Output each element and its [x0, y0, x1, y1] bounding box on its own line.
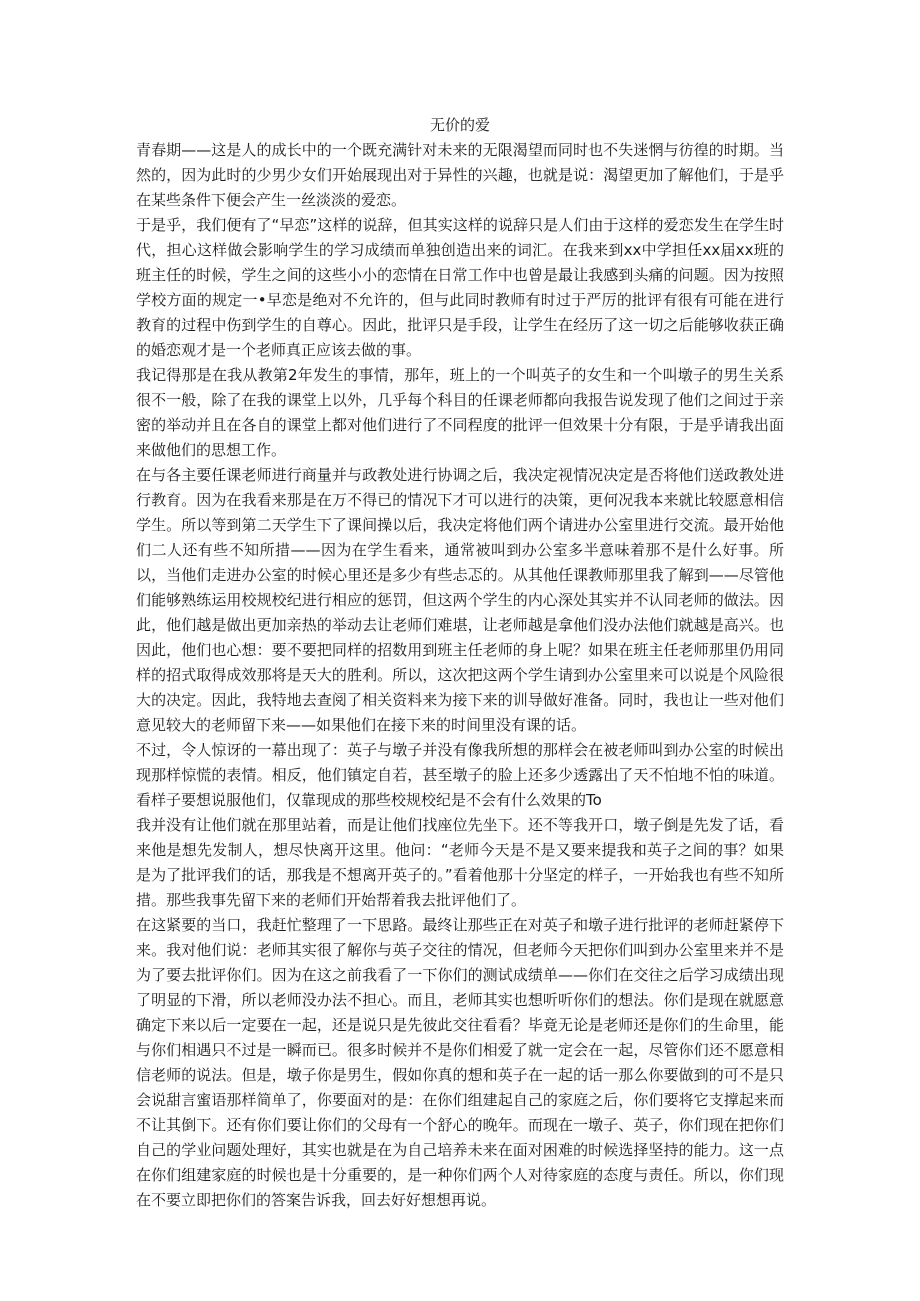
paragraph-6: 我并没有让他们就在那里站着，而是让他们找座位先坐下。还不等我开口，墩子倒是先发了话，看来他是想先发制人，想尽快离开这里。他问：“老师今天是不是又要来提我和英子之间的事？如果是为了批评我们的话，那我是不想离开英子的。”看着他那十分坚定的样子，一开始我也有些不知所措。那些我事先留下来的老师们开始帮着我去批评他们了。	[136, 816, 784, 909]
paragraph-3: 我记得那是在我从教第2年发生的事情，那年，班上的一个叫英子的女生和一个叫墩子的男生关系很不一般，除了在我的课堂上以外，几乎每个科目的任课老师都向我报告说发现了他们之间过于亲密的举动并且在各自的课堂上都对他们进行了不同程度的批评一但效果十分有限，于是乎请我出面来做他们的思想工作。	[136, 366, 784, 459]
paragraph-7: 在这紧要的当口，我赶忙整理了一下思路。最终让那些正在对英子和墩子进行批评的老师赶紧停下来。我对他们说：老师其实很了解你与英子交往的情况，但老师今天把你们叫到办公室里来并不是为了要去批评你们。因为在这之前我看了一下你们的测试成绩单——你们在交往之后学习成绩出现了明显的下滑，所以老师没办法不担心。而且，老师其实也想听听你们的想法。你们是现在就愿意确定下来以后一定要在一起，还是说只是先彼此交往看看？毕竟无论是老师还是你们的生命里，能与你们相遇只不过是一瞬而已。很多时候并不是你们相爱了就一定会在一起，尽管你们还不愿意相信老师的说法。但是，墩子你是男生，假如你真的想和英子在一起的话一那么你要做到的可不是只会说甜言蜜语那样简单了，你要面对的是：在你们组建起自己的家庭之后，你们要将它支撑起来而不让其倒下。还有你们要让你们的父母有一个舒心的晚年。而现在一墩子、英子，你们现在把你们自己的学业问题处理好，其实也就是在为自己培养未来在面对困难的时候选择坚持的能力。这一点在你们组建家庭的时候也是十分重要的，是一种你们两个人对待家庭的态度与责任。所以，你们现在不要立即把你们的答案告诉我，回去好好想想再说。	[136, 916, 784, 1209]
paragraph-2: 于是乎，我们便有了“早恋”这样的说辞，但其实这样的说辞只是人们由于这样的爱恋发生在学生时代，担心这样做会影响学生的学习成绩而单独创造出来的词汇。在我来到xx中学担任xx届xx班的班主任的时候，学生之间的这些小小的恋情在日常工作中也曾是最让我感到头痛的问题。因为按照学校方面的规定一•早恋是绝对不允许的，但与此同时教师有时过于严厉的批评有很有可能在进行教育的过程中伤到学生的自尊心。因此，批评只是手段，让学生在经历了这一切之后能够收获正确的婚恋观才是一个老师真正应该去做的事。	[136, 216, 784, 359]
document-title: 无价的爱	[429, 116, 490, 134]
paragraph-1: 青春期——这是人的成长中的一个既充满针对未来的无限渴望而同时也不失迷惘与彷徨的时期。当然的，因为此时的少男少女们开始展现出对于异性的兴趣，也就是说：渴望更加了解他们，于是乎在某些条件下便会产生一丝淡淡的爱恋。	[136, 141, 784, 209]
paragraph-4: 在与各主要任课老师进行商量并与政教处进行协调之后，我决定视情况决定是否将他们送政教处进行教育。因为在我看来那是在万不得已的情况下才可以进行的决策，更何况我本来就比较愿意相信学生。所以等到第二天学生下了课间操以后，我决定将他们两个请进办公室里进行交流。最开始他们二人还有些不知所措——因为在学生看来，通常被叫到办公室多半意味着那不是什么好事。所以，当他们走进办公室的时候心里还是多少有些忐忑的。从其他任课教师那里我了解到——尽管他们能够熟练运用校规校纪进行相应的惩罚，但这两个学生的内心深处其实并不认同老师的做法。因此，他们越是做出更加亲热的举动去让老师们难堪，让老师越是拿他们没办法他们就越是高兴。也因此，他们也心想：要不要把同样的招数用到班主任老师的身上呢？如果在班主任老师那里仍用同样的招式取得成效那将是天大的胜利。所以，这次把这两个学生请到办公室里来可以说是个风险很大的决定。因此，我特地去查阅了相关资料来为接下来的训导做好准备。同时，我也让一些对他们意见较大的老师留下来——如果他们在接下来的时间里没有课的话。	[136, 466, 784, 734]
document-body	[136, 138, 784, 1213]
paragraph-5: 不过，令人惊讶的一幕出现了：英子与墩子并没有像我所想的那样会在被老师叫到办公室的时候出现那样惊慌的表情。相反，他们镇定自若，甚至墩子的脸上还多少透露出了天不怕地不怕的味道。看样子要想说服他们，仅靠现成的那些校规校纪是不会有什么效果的To	[136, 741, 784, 809]
